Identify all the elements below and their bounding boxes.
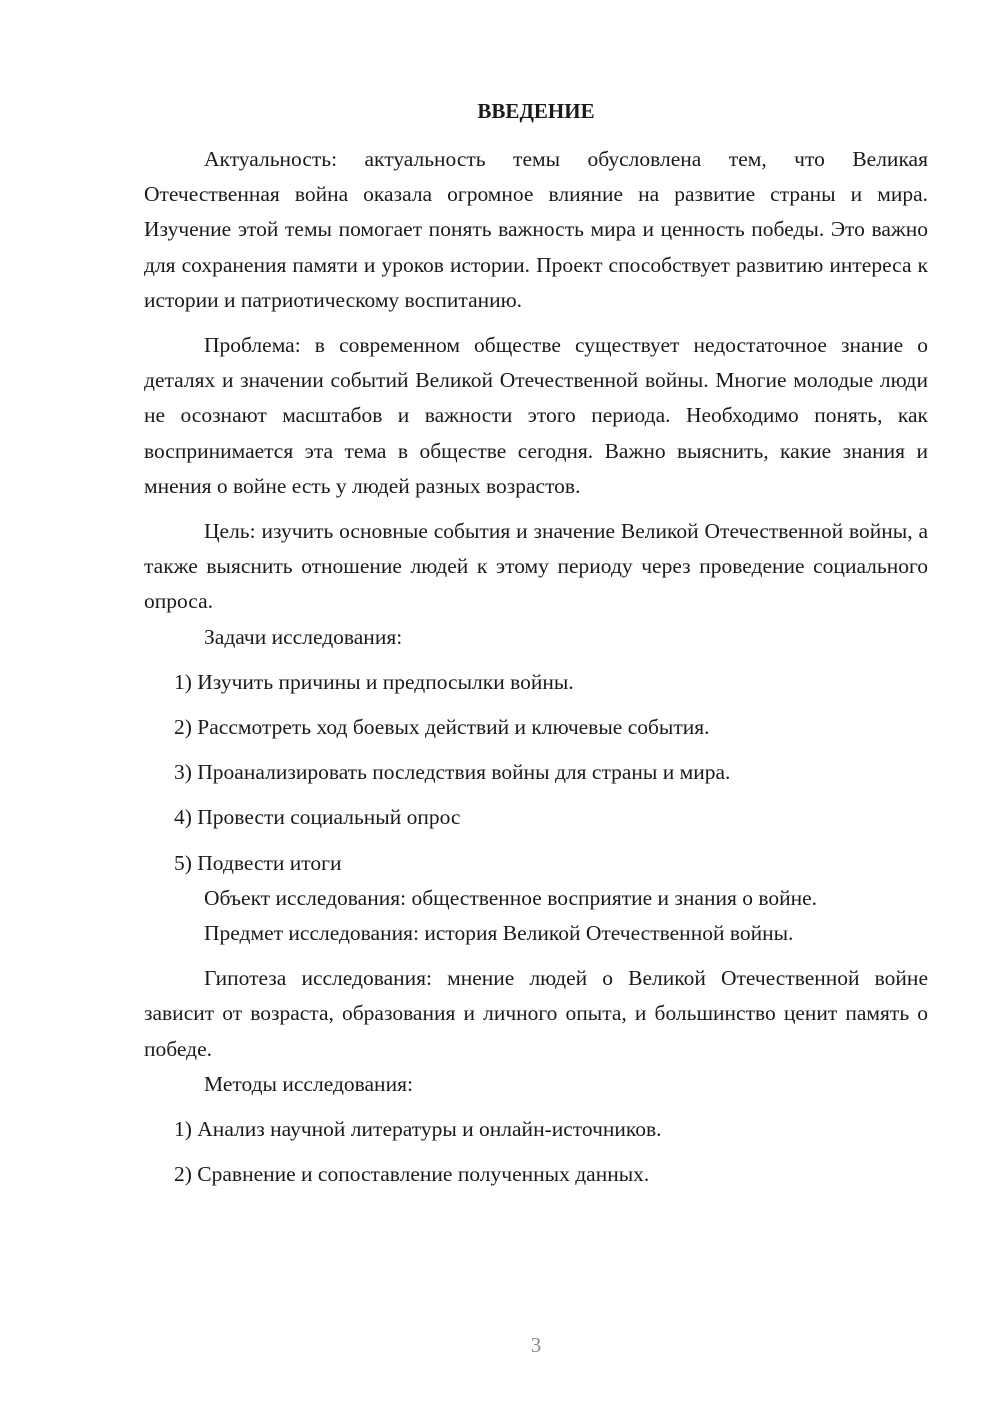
task-item: 5) Подвести итоги: [174, 850, 342, 875]
paragraph-goal: Цель: изучить основные события и значение Великой Отечественной войны, а также выяснить отношение людей к этому периоду через проведение социального опроса.: [144, 519, 928, 614]
paragraph-object: Объект исследования: общественное восприятие и знания о войне.: [204, 885, 818, 910]
paragraph-hypothesis: Гипотеза исследования: мнение людей о Великой Отечественной войне зависит от возраста, образования и личного опыта, и большинство ценит память о победе.: [144, 966, 928, 1061]
paragraph-relevance: Актуальность: актуальность темы обусловлена тем, что Великая Отечественная война оказала огромное влияние на развитие страны и мира. Изучение этой темы помогает понять важность мира и ценность победы. Это важно для сохранения памяти и уроков истории. Проект способствует развитию интереса к истории и патриотическому воспитанию.: [144, 147, 928, 312]
section-title: ВВЕДЕНИЕ: [477, 99, 595, 123]
methods-list: [144, 1112, 928, 1192]
method-item: 1) Анализ научной литературы и онлайн-источников.: [174, 1117, 662, 1142]
methods-heading: Методы исследования:: [204, 1071, 413, 1096]
tasks-heading: Задачи исследования:: [204, 624, 403, 649]
method-item: 2) Сравнение и сопоставление полученных данных.: [174, 1162, 650, 1187]
tasks-list: [144, 665, 928, 881]
page-number: 3: [530, 1333, 542, 1357]
task-item: 3) Проанализировать последствия войны для страны и мира.: [174, 760, 731, 785]
paragraph-subject: Предмет исследования: история Великой Отечественной войны.: [204, 921, 794, 946]
document-body: [144, 142, 928, 1192]
task-item: 4) Провести социальный опрос: [174, 805, 461, 830]
paragraph-problem: Проблема: в современном обществе существует недостаточное знание о деталях и значении событий Великой Отечественной войны. Многие молодые люди не осознают масштабов и важности этого периода. Необходимо понять, как воспринимается эта тема в обществе сегодня. Важно выяснить, какие знания и мнения о войне есть у людей разных возрастов.: [144, 333, 928, 498]
task-item: 2) Рассмотреть ход боевых действий и ключевые события.: [174, 715, 710, 740]
task-item: 1) Изучить причины и предпосылки войны.: [174, 669, 574, 694]
